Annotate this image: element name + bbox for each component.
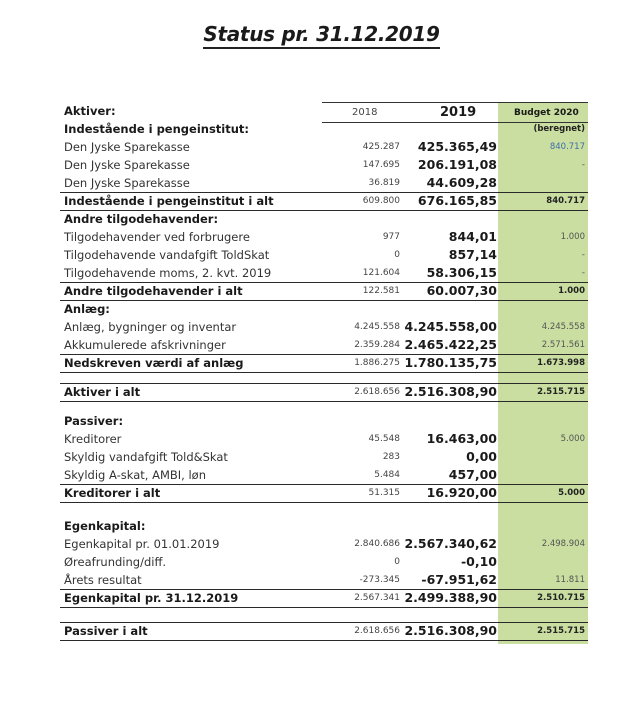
- row-label: Anlæg, bygninger og inventar: [64, 320, 237, 334]
- value-2018: 1.886.275: [354, 358, 400, 368]
- value-2018: 2.618.656: [354, 387, 400, 397]
- row-label: Den Jyske Sparekasse: [64, 158, 190, 172]
- value-2019: 0,00: [466, 449, 497, 464]
- row-label: Egenkapital pr. 31.12.2019: [64, 591, 239, 605]
- value-2019: -0,10: [460, 554, 497, 569]
- column-header-budget: Budget 2020: [514, 108, 579, 118]
- row-label: Aktiver:: [64, 104, 116, 118]
- row-label: Passiver:: [64, 414, 124, 428]
- value-2018: 51.315: [368, 488, 400, 498]
- row-label: Kreditorer: [64, 432, 122, 446]
- value-2019: 844,01: [448, 229, 497, 244]
- table-row: [0, 517, 643, 535]
- value-2019: 857,14: [448, 247, 497, 262]
- value-2018: 609.800: [362, 196, 400, 206]
- table-row: [0, 448, 643, 466]
- value-2018: 147.695: [362, 160, 400, 170]
- value-2018: 283: [382, 452, 400, 462]
- value-2019: 4.245.558,00: [404, 319, 497, 334]
- value-2018: 0: [394, 250, 400, 260]
- table-row: [0, 589, 643, 607]
- value-2019: 2.465.422,25: [404, 337, 497, 352]
- row-label: Tilgodehavende vandafgift ToldSkat: [64, 248, 270, 262]
- value-2019: 457,00: [448, 467, 497, 482]
- value-budget-2020: 1.000: [560, 232, 585, 242]
- row-label: Skyldig A-skat, AMBI, løn: [64, 468, 206, 482]
- row-label: Andre tilgodehavender i alt: [64, 284, 243, 298]
- rule-line: [60, 372, 588, 373]
- value-2019: 206.191,08: [417, 157, 497, 172]
- table-row: [0, 120, 643, 138]
- value-2018: 2.359.284: [354, 340, 400, 350]
- row-label: Akkumulerede afskrivninger: [64, 338, 226, 352]
- table-row: [0, 264, 643, 282]
- value-2019: -67.951,62: [421, 572, 497, 587]
- value-2019: 2.499.388,90: [404, 590, 497, 605]
- table-row: [0, 282, 643, 300]
- value-budget-2020: 840.717: [549, 142, 585, 152]
- value-2019: 2.516.308,90: [404, 384, 497, 399]
- page-title: [0, 22, 643, 46]
- row-label: Øreafrunding/diff.: [64, 555, 167, 569]
- table-row: [0, 138, 643, 156]
- table-row: [0, 228, 643, 246]
- value-budget-2020: 1.673.998: [537, 358, 585, 368]
- value-2018: 0: [394, 557, 400, 567]
- value-budget-2020: -: [581, 268, 585, 278]
- rule-line: [60, 401, 588, 402]
- row-label: Kreditorer i alt: [64, 486, 161, 500]
- table-row: [0, 466, 643, 484]
- row-label: Aktiver i alt: [64, 385, 141, 399]
- value-2019: 2.567.340,62: [404, 536, 497, 551]
- row-label: Tilgodehavender ved forbrugere: [64, 230, 250, 244]
- value-budget-2020: 2.571.561: [541, 340, 585, 350]
- value-budget-2020: 1.000: [558, 286, 585, 296]
- value-2018: 2.567.341: [354, 593, 400, 603]
- title-text: Status pr. 31.12.2019: [203, 22, 439, 49]
- value-budget-2020: 4.245.558: [541, 322, 585, 332]
- value-2019: 58.306,15: [426, 265, 497, 280]
- value-budget-2020: 5.000: [560, 434, 585, 444]
- value-2018: 5.484: [374, 470, 400, 480]
- column-header-2018: 2018: [352, 107, 378, 118]
- value-budget-2020: -: [581, 160, 585, 170]
- table-row: [0, 622, 643, 640]
- row-label: Anlæg:: [64, 302, 110, 316]
- rule-line: [60, 622, 588, 623]
- row-label: Årets resultat: [64, 573, 142, 587]
- table-row: [0, 246, 643, 264]
- column-header-2019: 2019: [440, 105, 477, 120]
- value-2019: 676.165,85: [417, 193, 497, 208]
- row-label: Passiver i alt: [64, 624, 148, 638]
- value-2018: 977: [382, 232, 400, 242]
- table-row: [0, 336, 643, 354]
- value-2018: 2.840.686: [354, 539, 400, 549]
- value-budget-2020: -: [581, 250, 585, 260]
- row-label: Skyldig vandafgift Told&Skat: [64, 450, 228, 464]
- rule-line: [60, 640, 588, 641]
- table-row: [0, 174, 643, 192]
- table-row: [0, 102, 643, 120]
- table-row: [0, 430, 643, 448]
- value-2018: 36.819: [368, 178, 400, 188]
- value-2018: 45.548: [368, 434, 400, 444]
- value-2019: 16.920,00: [426, 485, 497, 500]
- value-budget-2020: 840.717: [546, 196, 585, 206]
- row-label: Nedskreven værdi af anlæg: [64, 356, 244, 370]
- table-row: [0, 318, 643, 336]
- value-2019: 60.007,30: [426, 283, 497, 298]
- table-row: [0, 553, 643, 571]
- value-2019: 44.609,28: [426, 175, 497, 190]
- table-row: [0, 383, 643, 401]
- rule-line: [60, 502, 588, 503]
- value-budget-2020: (beregnet): [533, 124, 585, 134]
- table-row: [0, 300, 643, 318]
- value-2018: 4.245.558: [354, 322, 400, 332]
- row-label: Andre tilgodehavender:: [64, 212, 219, 226]
- value-2019: 1.780.135,75: [404, 355, 497, 370]
- row-label: Den Jyske Sparekasse: [64, 176, 190, 190]
- table-row: [0, 354, 643, 372]
- value-2018: 2.618.656: [354, 626, 400, 636]
- value-2018: 121.604: [362, 268, 400, 278]
- table-row: [0, 484, 643, 502]
- table-row: [0, 535, 643, 553]
- table-row: [0, 571, 643, 589]
- value-2018: -273.345: [359, 575, 400, 585]
- row-label: Indestående i pengeinstitut i alt: [64, 194, 274, 208]
- rule-line: [60, 607, 588, 608]
- value-2018: 425.287: [362, 142, 400, 152]
- table-row: [0, 156, 643, 174]
- value-budget-2020: 2.515.715: [537, 626, 585, 636]
- row-label: Den Jyske Sparekasse: [64, 140, 190, 154]
- rule-line: [60, 383, 588, 384]
- value-budget-2020: 2.510.715: [537, 593, 585, 603]
- row-label: Indestående i pengeinstitut:: [64, 122, 250, 136]
- table-row: [0, 210, 643, 228]
- table-row: [0, 412, 643, 430]
- row-label: Egenkapital:: [64, 519, 146, 533]
- value-2018: 122.581: [362, 286, 400, 296]
- row-label: Tilgodehavende moms, 2. kvt. 2019: [64, 266, 272, 280]
- value-2019: 425.365,49: [417, 139, 497, 154]
- value-2019: 2.516.308,90: [404, 623, 497, 638]
- value-budget-2020: 2.515.715: [537, 387, 585, 397]
- table-row: [0, 192, 643, 210]
- value-budget-2020: 2.498.904: [541, 539, 585, 549]
- value-budget-2020: 11.811: [555, 575, 585, 585]
- value-budget-2020: 5.000: [558, 488, 585, 498]
- value-2019: 16.463,00: [426, 431, 497, 446]
- row-label: Egenkapital pr. 01.01.2019: [64, 537, 220, 551]
